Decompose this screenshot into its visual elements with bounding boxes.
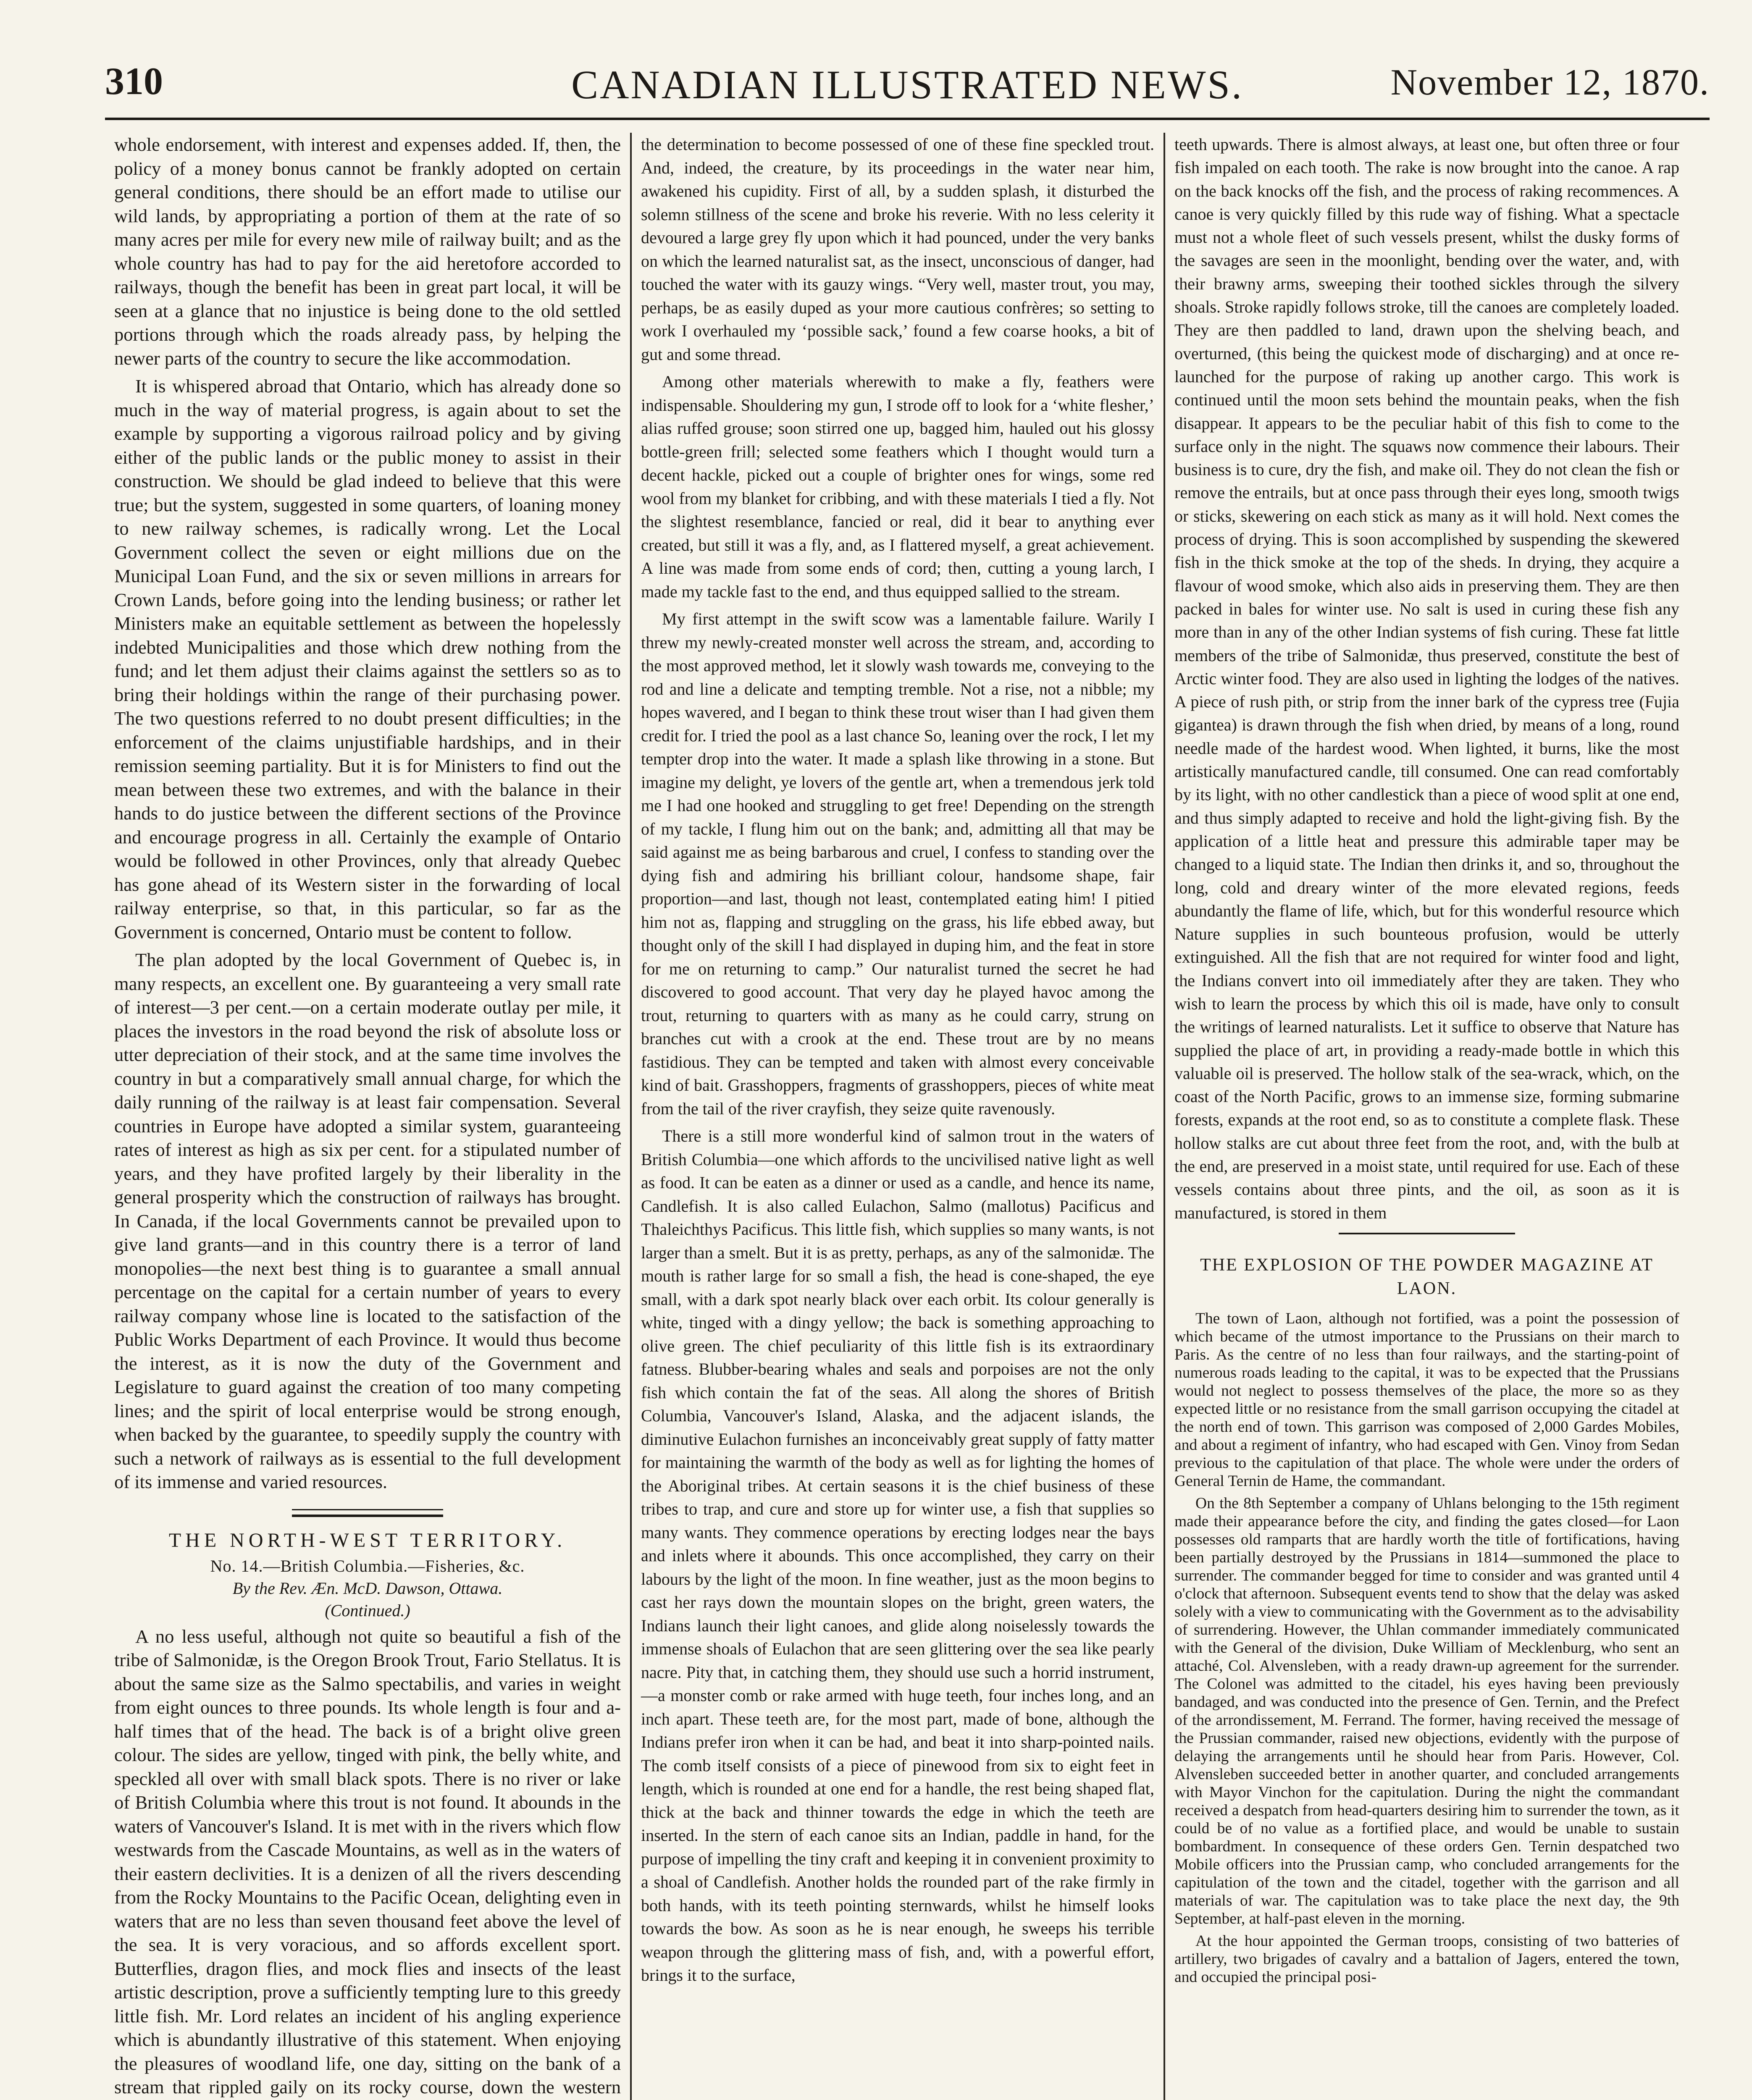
newspaper-page (105, 50, 1710, 2100)
section-subheading: No. 14.—British Columbia.—Fisheries, &c. (210, 1556, 525, 1575)
article-body-small (1174, 1310, 1679, 1986)
section-divider (1339, 1233, 1515, 1236)
article-paragraph: Among other materials wherewith to make a fly, feathers were indispensable. Shouldering my gun, I strode off to look for a ‘white flesher,’ alias ruffed grouse; soon stirred one up, bagged him, hauled out his glossy bottle-green frill; selected some feathers which I thought would turn a decent hackle, picked out a couple of brighter ones for wings, some red wool from my blanket for cribbing, and with these materials I tied a fly. Not the slightest resemblance, fancied or real, did it bear to anything ever created, but still it was a fly, and, as I flattered myself, a great achievement. A line was made from some ends of cord; then, cutting a young larch, I made my tackle fast to the end, and thus equipped sallied to the stream. (641, 372, 1154, 601)
article-paragraph: It is whispered abroad that Ontario, which has already done so much in the way of material progress, is again about to set the example by supporting a vigorous railroad policy and by giving either of the public lands or the public money to assist in their construction. We should be glad indeed to believe that this were true; but the system, suggested in some quarters, of loaning money to new railway schemes, is radically wrong. Let the Local Government collect the seven or eight millions due on the Municipal Loan Fund, and the six or seven millions in arrears for Crown Lands, before going into the lending business; or rather let Ministers make an equitable settlement as between the hopelessly indebted Municipalities and those which drew nothing from the fund; and let them adjust their claims against the settlers so as to bring their holdings within the range of their purchasing power. The two questions referred to no doubt present difficulties; in the enforcement of the claims unjustifiable hardships, and in their remission seeming partiality. But it is for Ministers to find out the mean between these two extremes, and with the balance in their hands to do justice between the different sections of the Province and encourage progress in all. Certainly the example of Ontario would be followed in other Provinces, only that already Quebec has gone ahead of its Western sister in the forwarding of local railway enterprise, so that, in this particular, so far as the Government is concerned, Ontario must be content to follow. (114, 375, 621, 942)
article-paragraph: My first attempt in the swift scow was a lamentable failure. Warily I threw my newly-created monster well across the stream, and, according to the most approved method, let it slowly wash towards me, conveying to the rod and line a delicate and tempting tremble. Not a rise, not a nibble; my hopes wavered, and I began to think these trout wiser than I had given them credit for. I tried the pool as a last chance So, leaning over the rock, I let my tempter drop into the water. It made a splash like throwing in a stone. But imagine my delight, ye lovers of the gentle art, when a tremendous jerk told me I had one hooked and struggling to get free! Depending on the strength of my tackle, I flung him out on the bank; and, admitting all that may be said against me as being barbarous and cruel, I confess to standing over the dying fish and admiring his brilliant colour, handsome shape, fair proportion—and last, though not least, contemplated eating him! I pitied him not as, flapping and struggling on the grass, his life ebbed away, but thought only of the skill I had displayed in duping him, and the feat in store for me on returning to camp.” Our naturalist turned the secret he had discovered to good account. That very day he played havoc among the trout, returning to quarters with as many as he could carry, strung on branches cut with a crook at the end. These trout are by no means fastidious. They can be tempted and taken with almost every conceivable kind of bait. Grasshoppers, fragments of grasshoppers, pieces of white meat from the tail of the river crayfish, they seize quite ravenously. (641, 609, 1154, 1118)
column-1 (105, 133, 630, 2100)
masthead (105, 50, 1710, 120)
column-3 (1164, 133, 1689, 2100)
page-number: 310 (105, 60, 163, 102)
section-divider (292, 1509, 443, 1517)
section-heading: THE NORTH-WEST TERRITORY. (168, 1529, 567, 1551)
article-paragraph: teeth upwards. There is almost always, at least one, but often three or four fish impaled on each tooth. The rake is now brought into the canoe. A rap on the back knocks off the fish, and the process of raking recommences. A canoe is very quickly filled by this rude way of fishing. What a spectacle must not a whole fleet of such vessels present, whilst the dusky forms of the savages are seen in the moonlight, bending over the water, and, with their brawny arms, sweeping their toothed sickles through the silvery shoals. Stroke rapidly follows stroke, till the canoes are completely loaded. They are then paddled to land, drawn upon the shelving beach, and overturned, (this being the quickest mode of discharging) and at once re-launched for the purpose of raking up another cargo. This work is continued until the moon sets behind the mountain peaks, when the fish disappear. It appears to be the peculiar habit of this fish to come to the surface only in the night. The squaws now commence their labours. Their business is to cure, dry the fish, and make oil. They do not clean the fish or remove the entrails, but at once pass through their eyes long, smooth twigs or sticks, skewering on each stick as many as it will hold. Next comes the process of drying. This is soon accomplished by suspending the skewered fish in the thick smoke at the top of the sheds. In drying, they acquire a flavour of wood smoke, which also aids in preserving them. They are then packed in bales for winter use. No salt is used in curing these fish any more than in any of the other Indian systems of fish curing. These fat little members of the tribe of Salmonidæ, thus preserved, constitute the best of Arctic winter food. They are also used in lighting the lodges of the natives. A piece of rush pith, or strip from the inner bark of the cypress tree (Fujia gigantea) is drawn through the fish when dried, by means of a long, round needle made of the hardest wood. When lighted, it burns, like the most artistically manufactured candle, till consumed. One can read comfortably by its light, with no other candlestick than a piece of wood split at one end, and thus simply adapted to receive and hold the light-giving fish. By the application of a little heat and pressure this admirable taper may be changed to a liquid state. The Indian then drinks it, and so, throughout the long, cold and dreary winter of the more elevated regions, feeds abundantly the flame of life, which, but for this wonderful resource which Nature supplies in such bounteous profusion, would be utterly extinguished. All the fish that are not required for winter food and light, the Indians convert into oil immediately after they are taken. They who wish to learn the process by which this oil is made, have only to consult the writings of learned naturalists. Let it suffice to observe that Nature has supplied the place of art, in providing a ready-made bottle in which this valuable oil is preserved. The hollow stalk of the sea-wrack, which, on the coast of the North Pacific, grows to an immense size, forming submarine forests, expands at the root end, so as to constitute a complete flask. These hollow stalks are cut about three feet from the root, and, with the bulb at the end, are preserved in a moist state, until required for use. Each of these vessels contains about three pints, and the oil, as soon as it is manufactured, is stored in them (1174, 135, 1679, 1222)
article-paragraph: On the 8th September a company of Uhlans belonging to the 15th regiment made their appearance before the city, and finding the gates closed—for Laon possesses old ramparts that are hardly worth the title of fortifications, having been partially destroyed by the Prussians in 1814—summoned the place to surrender. The commander begged for time to consider and was granted until 4 o'clock that afternoon. Subsequent events tend to show that the delay was asked solely with a view to communicating with the Government as to the advisability of surrendering. However, the Uhlan commander immediately communicated with the General of the division, Duke William of Mecklenburg, who sent an attaché, Col. Alvensleben, with a ready drawn-up agreement for the surrender. The Colonel was admitted to the citadel, his eyes having been previously bandaged, and was conducted into the presence of Gen. Ternin, and the Prefect of the arrondissement, M. Ferrand. The former, having received the message of the Prussian commander, raised new objections, evidently with the purpose of delaying the arrangements until he should hear from Paris. However, Col. Alvensleben succeeded better in another quarter, and concluded arrangements with Mayor Vinchon for the capitulation. During the night the commandant received a despatch from head-quarters desiring him to surrender the town, as it could be of no value as a fortified place, and would be unable to sustain bombardment. In consequence of these orders Gen. Ternin despatched two Mobile officers into the Prussian camp, who concluded arrangements for the capitulation of the town and the citadel, together with the garrison and all materials of war. The capitulation was to take place the next day, the 9th September, at half-past eleven in the morning. (1174, 1494, 1679, 1927)
article-paragraph: At the hour appointed the German troops, consisting of two batteries of artillery, two brigades of cavalry and a battalion of Jagers, entered the town, and occupied the principal posi- (1174, 1932, 1679, 1986)
article-paragraph: whole endorsement, with interest and expenses added. If, then, the policy of a money bonus cannot be frankly adopted on certain general conditions, there should be an effort made to utilise our wild lands, by appropriating a portion of them at the rate of so many acres per mile for every new mile of railway built; and as the whole country has had to pay for the aid heretofore accorded to railways, though the benefit has been in great part local, it will be seen at a glance that no injustice is being done to the old settled portions through which the roads already pass, by helping the newer parts of the country to secure the like accommodation. (114, 134, 621, 369)
column-2 (630, 133, 1164, 2100)
paper-name: CANADIAN ILLUSTRATED NEWS. (571, 62, 1243, 107)
section-byline: By the Rev. Æn. McD. Dawson, Ottawa. (232, 1578, 503, 1598)
section-heading: THE EXPLOSION OF THE POWDER MAGAZINE AT LAON. (1200, 1255, 1654, 1298)
article-paragraph: The plan adopted by the local Government of Quebec is, in many respects, an excellent one. By guaranteeing a very small rate of interest—3 per cent.—on a certain moderate outlay per mile, it places the investors in the road beyond the risk of absolute loss or utter depreciation of their stock, and at the same time involves the country in but a comparatively small annual charge, for which the daily running of the railway is at least fair compensation. Several countries in Europe have adopted a similar system, guaranteeing rates of interest as high as six per cent. for a stipulated number of years, and they have profited largely by their liberality in the general prosperity which the construction of railways has brought. In Canada, if the local Governments cannot be prevailed upon to give land grants—and in this country there is a terror of land monopolies—the next best thing is to guarantee a small annual percentage on the capital for a certain number of years to every railway company whose line is located to the satisfaction of the Public Works Department of each Province. It would thus become the interest, as it is now the duty of the Government and Legislature to guard against the creation of too many competing lines; and the spirit of local enterprise would be strong enough, when backed by the guarantee, to speedily supply the country with such a network of railways as is essential to the full development of its immense and varied resources. (114, 949, 621, 1492)
continued-note: (Continued.) (325, 1601, 410, 1620)
columns (105, 133, 1710, 2100)
article-paragraph: There is a still more wonderful kind of salmon trout in the waters of British Columbia—one which affords to the uncivilised native light as well as food. It can be eaten as a dinner or used as a candle, and hence its name, Candlefish. It is also called Eulachon, Salmo (mallotus) Pacificus and Thaleichthys Pacificus. This little fish, which supplies so many wants, is not larger than a smelt. But it is as pretty, perhaps, as any of the salmonidæ. The mouth is rather large for so small a fish, the head is cone-shaped, the eye small, with a dark spot nearly black over each orbit. Its colour generally is white, tinged with a dingy yellow; the back is something approaching to olive green. The chief peculiarity of this little fish is its extraordinary fatness. Blubber-bearing whales and seals and porpoises are not the only fish which contain the fat of the seas. All along the shores of British Columbia, Vancouver's Island, Alaska, and the adjacent islands, the diminutive Eulachon furnishes an inconceivably great supply of fatty matter for maintaining the warmth of the body as well as for lighting the homes of the Aboriginal tribes. At certain seasons it is the chief business of these tribes to trap, and cure and store up for winter use, a fish that supplies so many wants. They commence operations by erecting lodges near the bays and inlets where it abounds. This once accomplished, they carry on their labours by the light of the moon. In fine weather, just as the moon begins to cast her rays down the mountain slopes on the bright, green waters, the Indians launch their light canoes, and glide along noiselessly towards the immense shoals of Eulachon that are seen glittering over the sea like pearly nacre. Pity that, in catching them, they should use such a horrid instrument,—a monster comb or rake armed with huge teeth, four inches long, and an inch apart. These teeth are, for the most part, made of bone, although the Indians prefer iron when it can be had, and beat it into sharp-pointed nails. The comb itself consists of a piece of pinewood from six to eight feet in length, which is rounded at one end for a handle, the rest being shaped flat, thick at the back and thinner towards the edge in which the teeth are inserted. In the stern of each canoe sits an Indian, paddle in hand, for the purpose of impelling the tiny craft and keeping it in convenient proximity to a shoal of Candlefish. Another holds the rounded part of the rake firmly in both hands, with its teeth pointing sternwards, whilst he himself looks towards the bow. As soon as he is near enough, he sweeps his terrible weapon through the glittering mass of fish, and, with a powerful effort, brings it to the surface, (641, 1126, 1154, 1984)
article-paragraph: A no less useful, although not quite so beautiful a fish of the tribe of Salmonidæ, is the Oregon Brook Trout, Fario Stellatus. It is about the same size as the Salmo spectabilis, and varies in weight from eight ounces to three pounds. Its whole length is four and a-half times that of the head. The back is of a bright olive green colour. The sides are yellow, tinged with pink, the belly white, and speckled all over with small black spots. There is no river or lake of British Columbia where this trout is not found. It abounds in the waters of Vancouver's Island. It is met with in the rivers which flow westwards from the Cascade Mountains, as well as in the waters of their eastern declivities. It is a denizen of all the rivers descending from the Rocky Mountains to the Pacific Ocean, delighting even in waters that are no less than seven thousand feet above the level of the sea. It is very voracious, and so affords excellent sport. Butterflies, dragon flies, and mock flies and insects of the least artistic description, prove a sufficiently tempting lure to this greedy little fish. Mr. Lord relates an incident of his angling experience which is abundantly illustrative of this statement. When enjoying the pleasures of woodland life, one day, sitting on the bank of a stream that rippled gaily on its rocky course, down the western (114, 1625, 621, 2097)
issue-date: November 12, 1870. (1390, 62, 1710, 103)
article-paragraph: the determination to become possessed of one of these fine speckled trout. And, indeed, the creature, by its proceedings in the water near him, awakened his cupidity. First of all, by a sudden splash, it disturbed the solemn stillness of the scene and broke his reverie. With no less celerity it devoured a large grey fly upon which it had pounced, under the very banks on which the learned naturalist sat, as the insect, unconscious of danger, had touched the water with its gauzy wings. “Very well, master trout, you may, perhaps, be as easily duped as your more cautious confrères; so setting to work I overhauled my ‘possible sack,’ found a few coarse hooks, a bit of gut and some thread. (641, 135, 1154, 364)
article-paragraph: The town of Laon, although not fortified, was a point the possession of which became of the utmost importance to the Prussians on their march to Paris. As the centre of no less than four railways, and the starting-point of numerous roads leading to the capital, it was to be expected that the Prussians would not neglect to possess themselves of the place, the more so as they expected little or no resistance from the small garrison occupying the citadel at the north end of town. This garrison was composed of 2,000 Gardes Mobiles, and about a regiment of infantry, who had escaped with Gen. Vinoy from Sedan previous to the capitulation of that place. The whole were under the orders of General Ternin de Hame, the commandant. (1174, 1310, 1679, 1490)
